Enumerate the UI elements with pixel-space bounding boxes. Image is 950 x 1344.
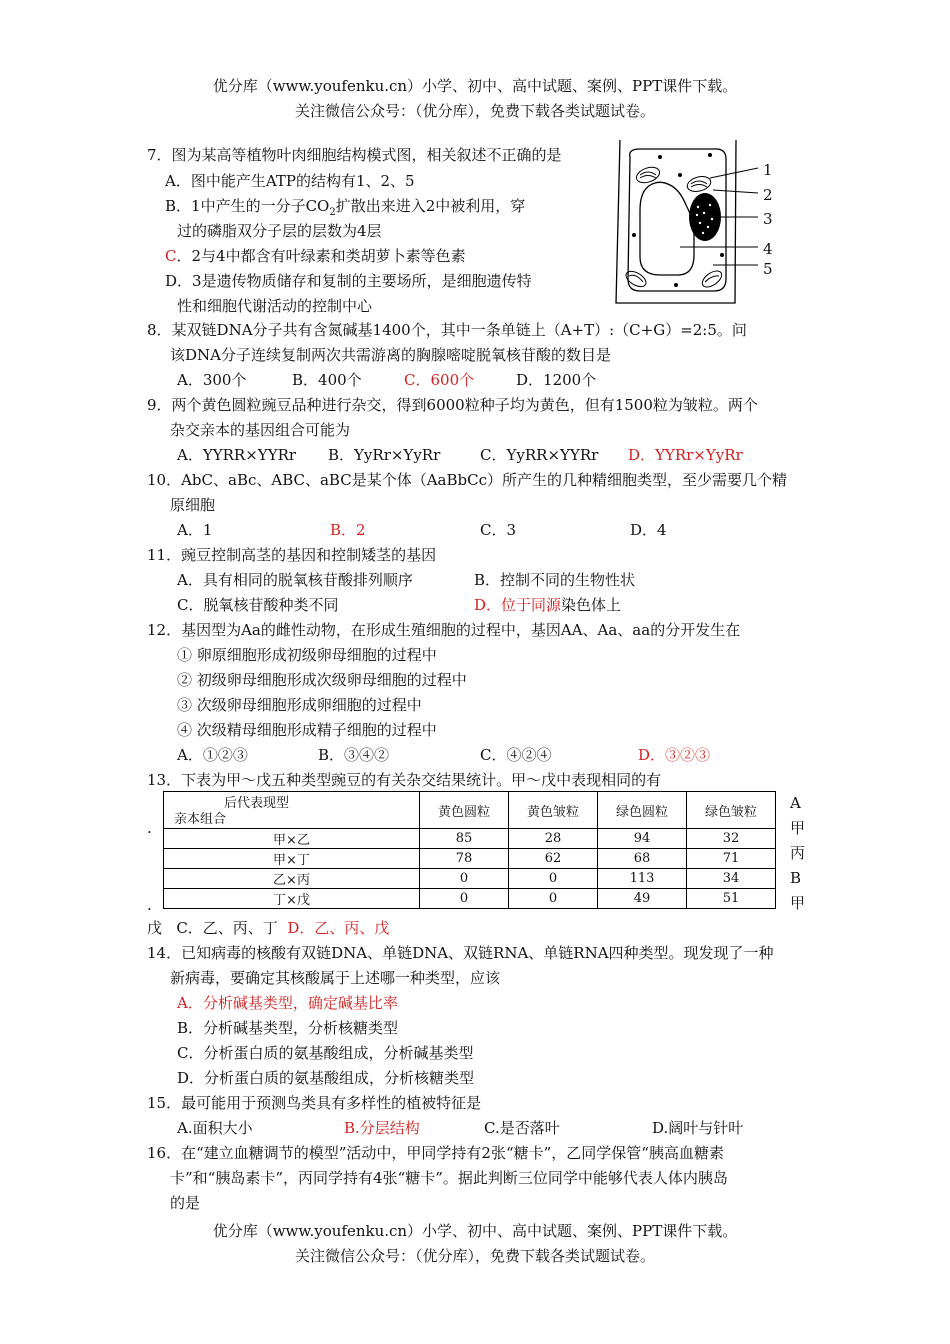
q13-side-jia-2: 甲 [790, 894, 806, 912]
q11-option-b: B．控制不同的生物性状 [474, 571, 636, 589]
q7-option-d: D．3是遗传物质储存和复制的主要场所，是细胞遗传特 [165, 272, 532, 290]
col-header: 黄色圆粒 [420, 792, 509, 829]
q10-stem: 10．AbC、aBc、ABC、aBC是某个体（AaBbCc）所产生的几种精细胞类型，至少需要几个精 [147, 471, 787, 489]
q15-option-a: A.面积大小 [177, 1119, 253, 1137]
q11-stem: 11．豌豆控制高茎的基因和控制矮茎的基因 [147, 546, 437, 564]
q14-option-b: B．分析碱基类型，分析核糖类型 [177, 1019, 399, 1037]
footer-line-2: 关注微信公众号：（优分库），免费下载各类试题试卷。 [294, 1247, 655, 1265]
q11-option-a: A．具有相同的脱氧核苷酸排列顺序 [177, 571, 413, 589]
q14-stem: 14．已知病毒的核酸有双链DNA、单链DNA、双链RNA、单链RNA四种类型。现发现了一种 [147, 944, 774, 962]
cell-label-3: 3 [763, 210, 773, 228]
col-header: 绿色皱粒 [687, 792, 776, 829]
table-row: 甲×乙 85 28 94 32 [164, 829, 776, 849]
q8-option-b: B．400个 [292, 371, 362, 389]
q12-option-c: C．④②④ [480, 746, 552, 764]
table-row: 乙×丙 0 0 113 34 [164, 869, 776, 889]
q14-option-d: D．分析蛋白质的氨基酸组成，分析核糖类型 [177, 1069, 475, 1087]
q12-item-1: ① 卵原细胞形成初级卵母细胞的过程中 [177, 646, 437, 664]
q9-stem: 9．两个黄色圆粒豌豆品种进行杂交，得到6000粒种子均为黄色，但有1500粒为皱粒。两个 [147, 396, 758, 414]
q15-option-d: D.阔叶与针叶 [652, 1119, 744, 1137]
q9-option-d: D．YYRr×YyRr [628, 446, 743, 464]
cell-label-5: 5 [763, 260, 773, 278]
q8-option-a: A．300个 [177, 371, 247, 389]
q13-dot-1: . [147, 819, 152, 837]
q12-item-4: ④ 次级精母细胞形成精子细胞的过程中 [177, 721, 437, 739]
col-header: 绿色圆粒 [598, 792, 687, 829]
q8-option-d: D．1200个 [516, 371, 597, 389]
q16-stem-cont-2: 的是 [170, 1194, 201, 1212]
table-row: 甲×丁 78 62 68 71 [164, 849, 776, 869]
q10-option-d: D．4 [630, 521, 667, 539]
q13-stem: 13．下表为甲～戊五种类型豌豆的有关杂交结果统计。甲～戊中表现相同的有 [147, 771, 662, 789]
cross-result-table [163, 791, 776, 909]
header-line-2: 关注微信公众号：（优分库），免费下载各类试题试卷。 [294, 102, 655, 120]
q15-option-b: B.分层结构 [344, 1119, 420, 1137]
q7-option-c: C．2与4中都含有叶绿素和类胡萝卜素等色素 [165, 247, 466, 265]
table-header-corner: 后代表现型 亲本组合 [164, 792, 420, 829]
q7-option-d-cont: 性和细胞代谢活动的控制中心 [177, 297, 373, 315]
q7-stem: 7．图为某高等植物叶肉细胞结构模式图，相关叙述不正确的是 [147, 146, 562, 164]
q16-stem: 16．在“建立血糖调节的模型”活动中，甲同学持有2张“糖卡”，乙同学保管“胰高血糖素 [147, 1144, 724, 1162]
q16-stem-cont: 卡”和“胰岛素卡”，丙同学持有4张“糖卡”。据此判断三位同学中能够代表人体内胰岛 [170, 1169, 728, 1187]
q14-option-a: A．分析碱基类型，确定碱基比率 [177, 994, 398, 1012]
plant-cell-diagram [600, 135, 780, 315]
q10-option-c: C．3 [480, 521, 517, 539]
cell-label-1: 1 [763, 161, 773, 179]
q12-option-a: A．①②③ [177, 746, 248, 764]
q14-option-c: C．分析蛋白质的氨基酸组成，分析碱基类型 [177, 1044, 474, 1062]
q13-side-bing: 丙 [790, 844, 806, 862]
q13-dot-2: . [147, 896, 152, 914]
q11-option-c: C．脱氧核苷酸种类不同 [177, 596, 339, 614]
q9-option-a: A．YYRR×YYRr [177, 446, 297, 464]
q9-stem-cont: 杂交亲本的基因组合可能为 [170, 421, 351, 439]
q10-option-b: B．2 [330, 521, 366, 539]
q12-option-d: D．③②③ [638, 746, 711, 764]
q9-option-c: C．YyRR×YYRr [480, 446, 599, 464]
header-line-1: 优分库（www.youfenku.cn）小学、初中、高中试题、案例、PPT课件下载。 [212, 77, 738, 95]
q8-option-c: C．600个 [404, 371, 475, 389]
q7-option-a: A．图中能产生ATP的结构有1、2、5 [165, 172, 415, 190]
q14-stem-cont: 新病毒，要确定其核酸属于上述哪一种类型，应该 [170, 969, 501, 987]
cell-label-4: 4 [763, 240, 773, 258]
q13-side-a: A [790, 794, 801, 812]
q13-side-jia: 甲 [790, 819, 806, 837]
col-header: 黄色皱粒 [509, 792, 598, 829]
q15-stem: 15．最可能用于预测鸟类具有多样性的植被特征是 [147, 1094, 482, 1112]
q8-stem: 8．某双链DNA分子共有含氮碱基1400个，其中一条单链上（A+T）:（C+G）=2:5。问 [147, 321, 747, 339]
q7-option-b-cont: 过的磷脂双分子层的层数为4层 [177, 222, 382, 240]
q10-stem-cont: 原细胞 [170, 496, 216, 514]
q11-option-d: D．位于同源染色体上 [474, 596, 622, 614]
q15-option-c: C.是否落叶 [484, 1119, 560, 1137]
q12-option-b: B．③④② [318, 746, 390, 764]
q7-option-b: B．1中产生的一分子$CO_2$扩散出来进入2中被利用，穿 [165, 197, 526, 218]
q10-option-a: A．1 [177, 521, 213, 539]
q13-tail: 戊 C．乙、丙、丁 D．乙、丙、戊 [147, 919, 390, 937]
cell-label-2: 2 [763, 186, 773, 204]
q12-item-3: ③ 次级卵母细胞形成卵细胞的过程中 [177, 696, 422, 714]
q9-option-b: B．YyRr×YyRr [328, 446, 441, 464]
footer-line-1: 优分库（www.youfenku.cn）小学、初中、高中试题、案例、PPT课件下载。 [212, 1222, 738, 1240]
table-row: 丁×戊 0 0 49 51 [164, 889, 776, 909]
q13-side-b: B [790, 869, 802, 887]
q12-item-2: ② 初级卵母细胞形成次级卵母细胞的过程中 [177, 671, 467, 689]
q12-stem: 12．基因型为Aa的雌性动物，在形成生殖细胞的过程中，基因AA、Aa、aa的分开发生在 [147, 621, 741, 639]
q8-stem-cont: 该DNA分子连续复制两次共需游离的胸腺嘧啶脱氧核苷酸的数目是 [170, 346, 611, 364]
